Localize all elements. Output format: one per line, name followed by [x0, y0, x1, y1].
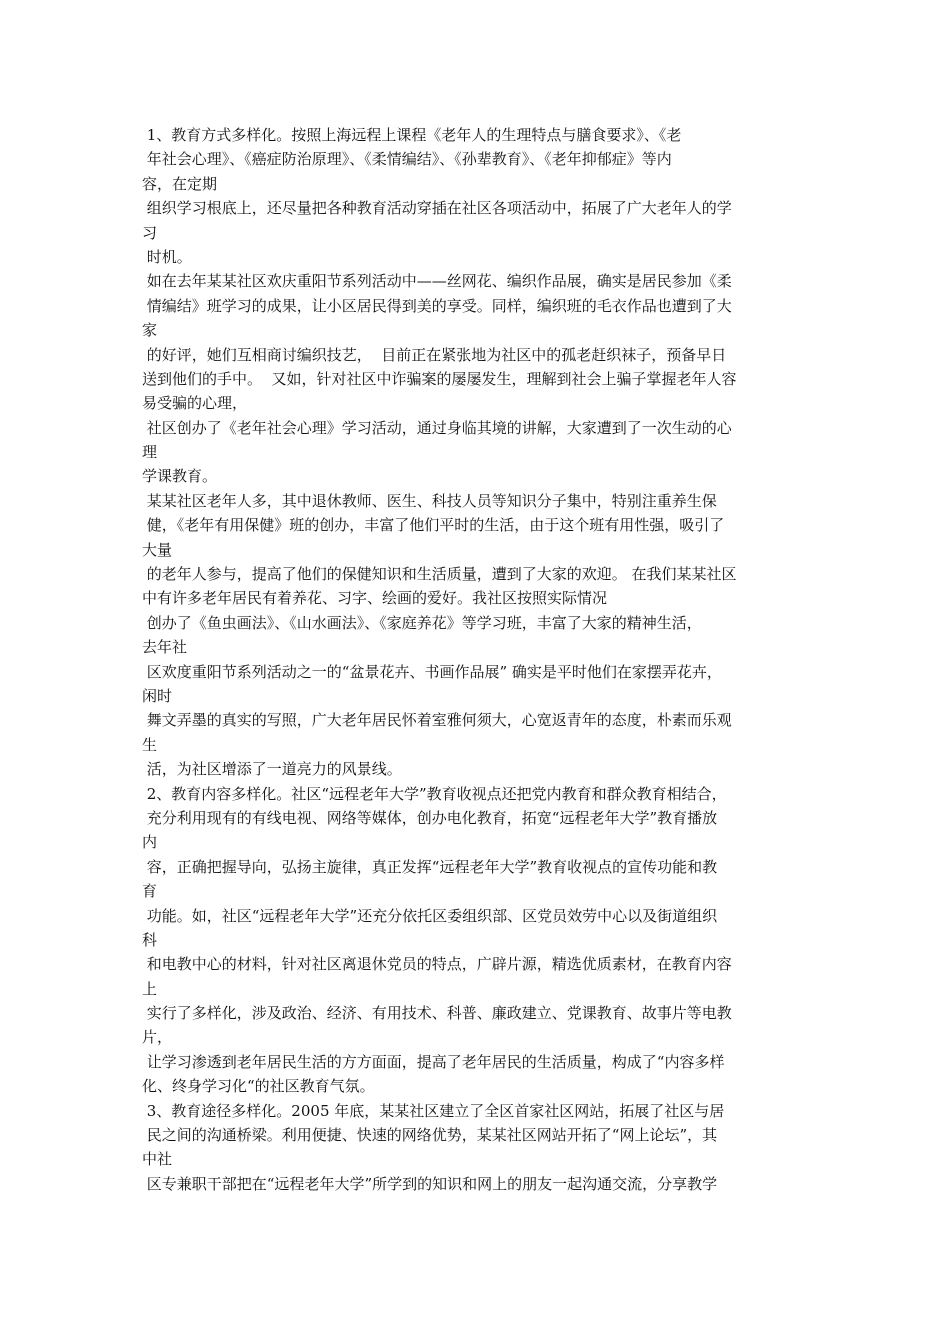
text-line: 区欢度重阳节系列活动之一的“盆景花卉、书画作品展” 确实是平时他们在家摆弄花卉， [142, 662, 722, 681]
text-line: 创办了《鱼虫画法》、《山水画法》、《家庭养花》等学习班，丰富了大家的精神生活， [142, 613, 702, 632]
text-line: 情编结》班学习的成果，让小区居民得到美的享受。同样，编织班的毛衣作品也遭到了大 [142, 296, 732, 315]
text-line: 易受骗的心理， [142, 394, 248, 413]
text-line: 化、终身学习化“的社区教育气氛。 [142, 1077, 375, 1096]
text-line: 时机。 [142, 247, 192, 266]
text-line: 片， [142, 1028, 173, 1047]
text-line: 1、教育方式多样化。按照上海远程上课程《老年人的生理特点与膳食要求》、《老 [142, 126, 682, 144]
body-text [142, 123, 810, 1196]
text-line: 去年社 [142, 638, 188, 657]
text-line: 让学习渗透到老年居民生活的方方面面，提高了老年居民的生活质量，构成了“内容多样 [142, 1052, 725, 1071]
text-line: 学课教育。 [142, 467, 218, 486]
text-line: 3、教育途径多样化。2005 年底，某某社区建立了全区首家社区网站，拓展了社区与居 [142, 1101, 725, 1120]
text-line: 实行了多样化，涉及政治、经济、有用技术、科普、廉政建立、党课教育、故事片等电教 [142, 1004, 732, 1023]
text-line: 的好评，她们互相商讨编织技艺， 目前正在紧张地为社区中的孤老赶织袜子，预备早日 [142, 345, 727, 364]
text-line: 社区创办了《老年社会心理》学习活动，通过身临其境的讲解，大家遭到了一次生动的心 [142, 418, 732, 437]
text-line: 中社 [142, 1150, 173, 1169]
text-line: 健，《老年有用保健》班的创办，丰富了他们平时的生活，由于这个班有用性强，吸引了 [142, 516, 725, 535]
text-line: 送到他们的手中。 又如，针对社区中诈骗案的屡屡发生，理解到社会上骗子掌握老年人容 [142, 369, 737, 388]
text-line: 的老年人参与，提高了他们的保健知识和生活质量，遭到了大家的欢迎。 在我们某某社区 [142, 565, 737, 584]
text-line: 活，为社区增添了一道亮力的风景线。 [142, 760, 402, 779]
text-line: 区专兼职干部把在“远程老年大学”所学到的知识和网上的朋友一起沟通交流，分享教学 [142, 1174, 718, 1193]
text-line: 民之间的沟通桥梁。利用便捷、快速的网络优势，某某社区网站开拓了“网上论坛”，其 [142, 1126, 718, 1145]
text-line: 习 [142, 223, 158, 242]
text-line: 闲时 [142, 686, 173, 705]
text-line: 中有许多老年居民有着养花、习字、绘画的爱好。我社区按照实际情况 [142, 589, 608, 608]
text-line: 充分利用现有的有线电视、网络等媒体，创办电化教育，拓宽“远程老年大学”教育播放 [142, 808, 718, 827]
text-line: 如在去年某某社区欢庆重阳节系列活动中——丝网花、编织作品展，确实是居民参加《柔 [142, 272, 732, 291]
text-line: 容，正确把握导向，弘扬主旋律，真正发挥“远程老年大学”教育收视点的宣传功能和教 [142, 857, 718, 876]
text-line: 家 [142, 321, 158, 340]
text-line: 容，在定期 [142, 174, 218, 193]
text-line: 组织学习根底上，还尽量把各种教育活动穿插在社区各项活动中，拓展了广大老年人的学 [142, 199, 732, 218]
text-line: 育 [142, 882, 158, 901]
text-line: 舞文弄墨的真实的写照，广大老年居民怀着室雅何须大，心宽返青年的态度，朴素而乐观 [142, 711, 732, 730]
text-line: 年社会心理》、《癌症防治原理》、《柔情编结》、《孙辈教育》、《老年抑郁症》等内 [142, 150, 672, 169]
text-line: 某某社区老年人多，其中退休教师、医生、科技人员等知识分子集中，特别注重养生保 [142, 491, 717, 510]
text-line: 功能。如，社区“远程老年大学”还充分依托区委组织部、区党员效劳中心以及街道组织 [142, 906, 718, 925]
text-line: 大量 [142, 540, 173, 559]
text-line: 科 [142, 930, 158, 949]
text-line: 生 [142, 735, 158, 754]
text-line: 和电教中心的材料，针对社区离退休党员的特点，广辟片源，精选优质素材，在教育内容 [142, 955, 732, 974]
text-line: 上 [142, 979, 158, 998]
text-line: 内 [142, 833, 158, 852]
text-line: 理 [142, 443, 158, 462]
text-line: 2、教育内容多样化。社区“远程老年大学”教育收视点还把党内教育和群众教育相结合， [142, 784, 727, 803]
